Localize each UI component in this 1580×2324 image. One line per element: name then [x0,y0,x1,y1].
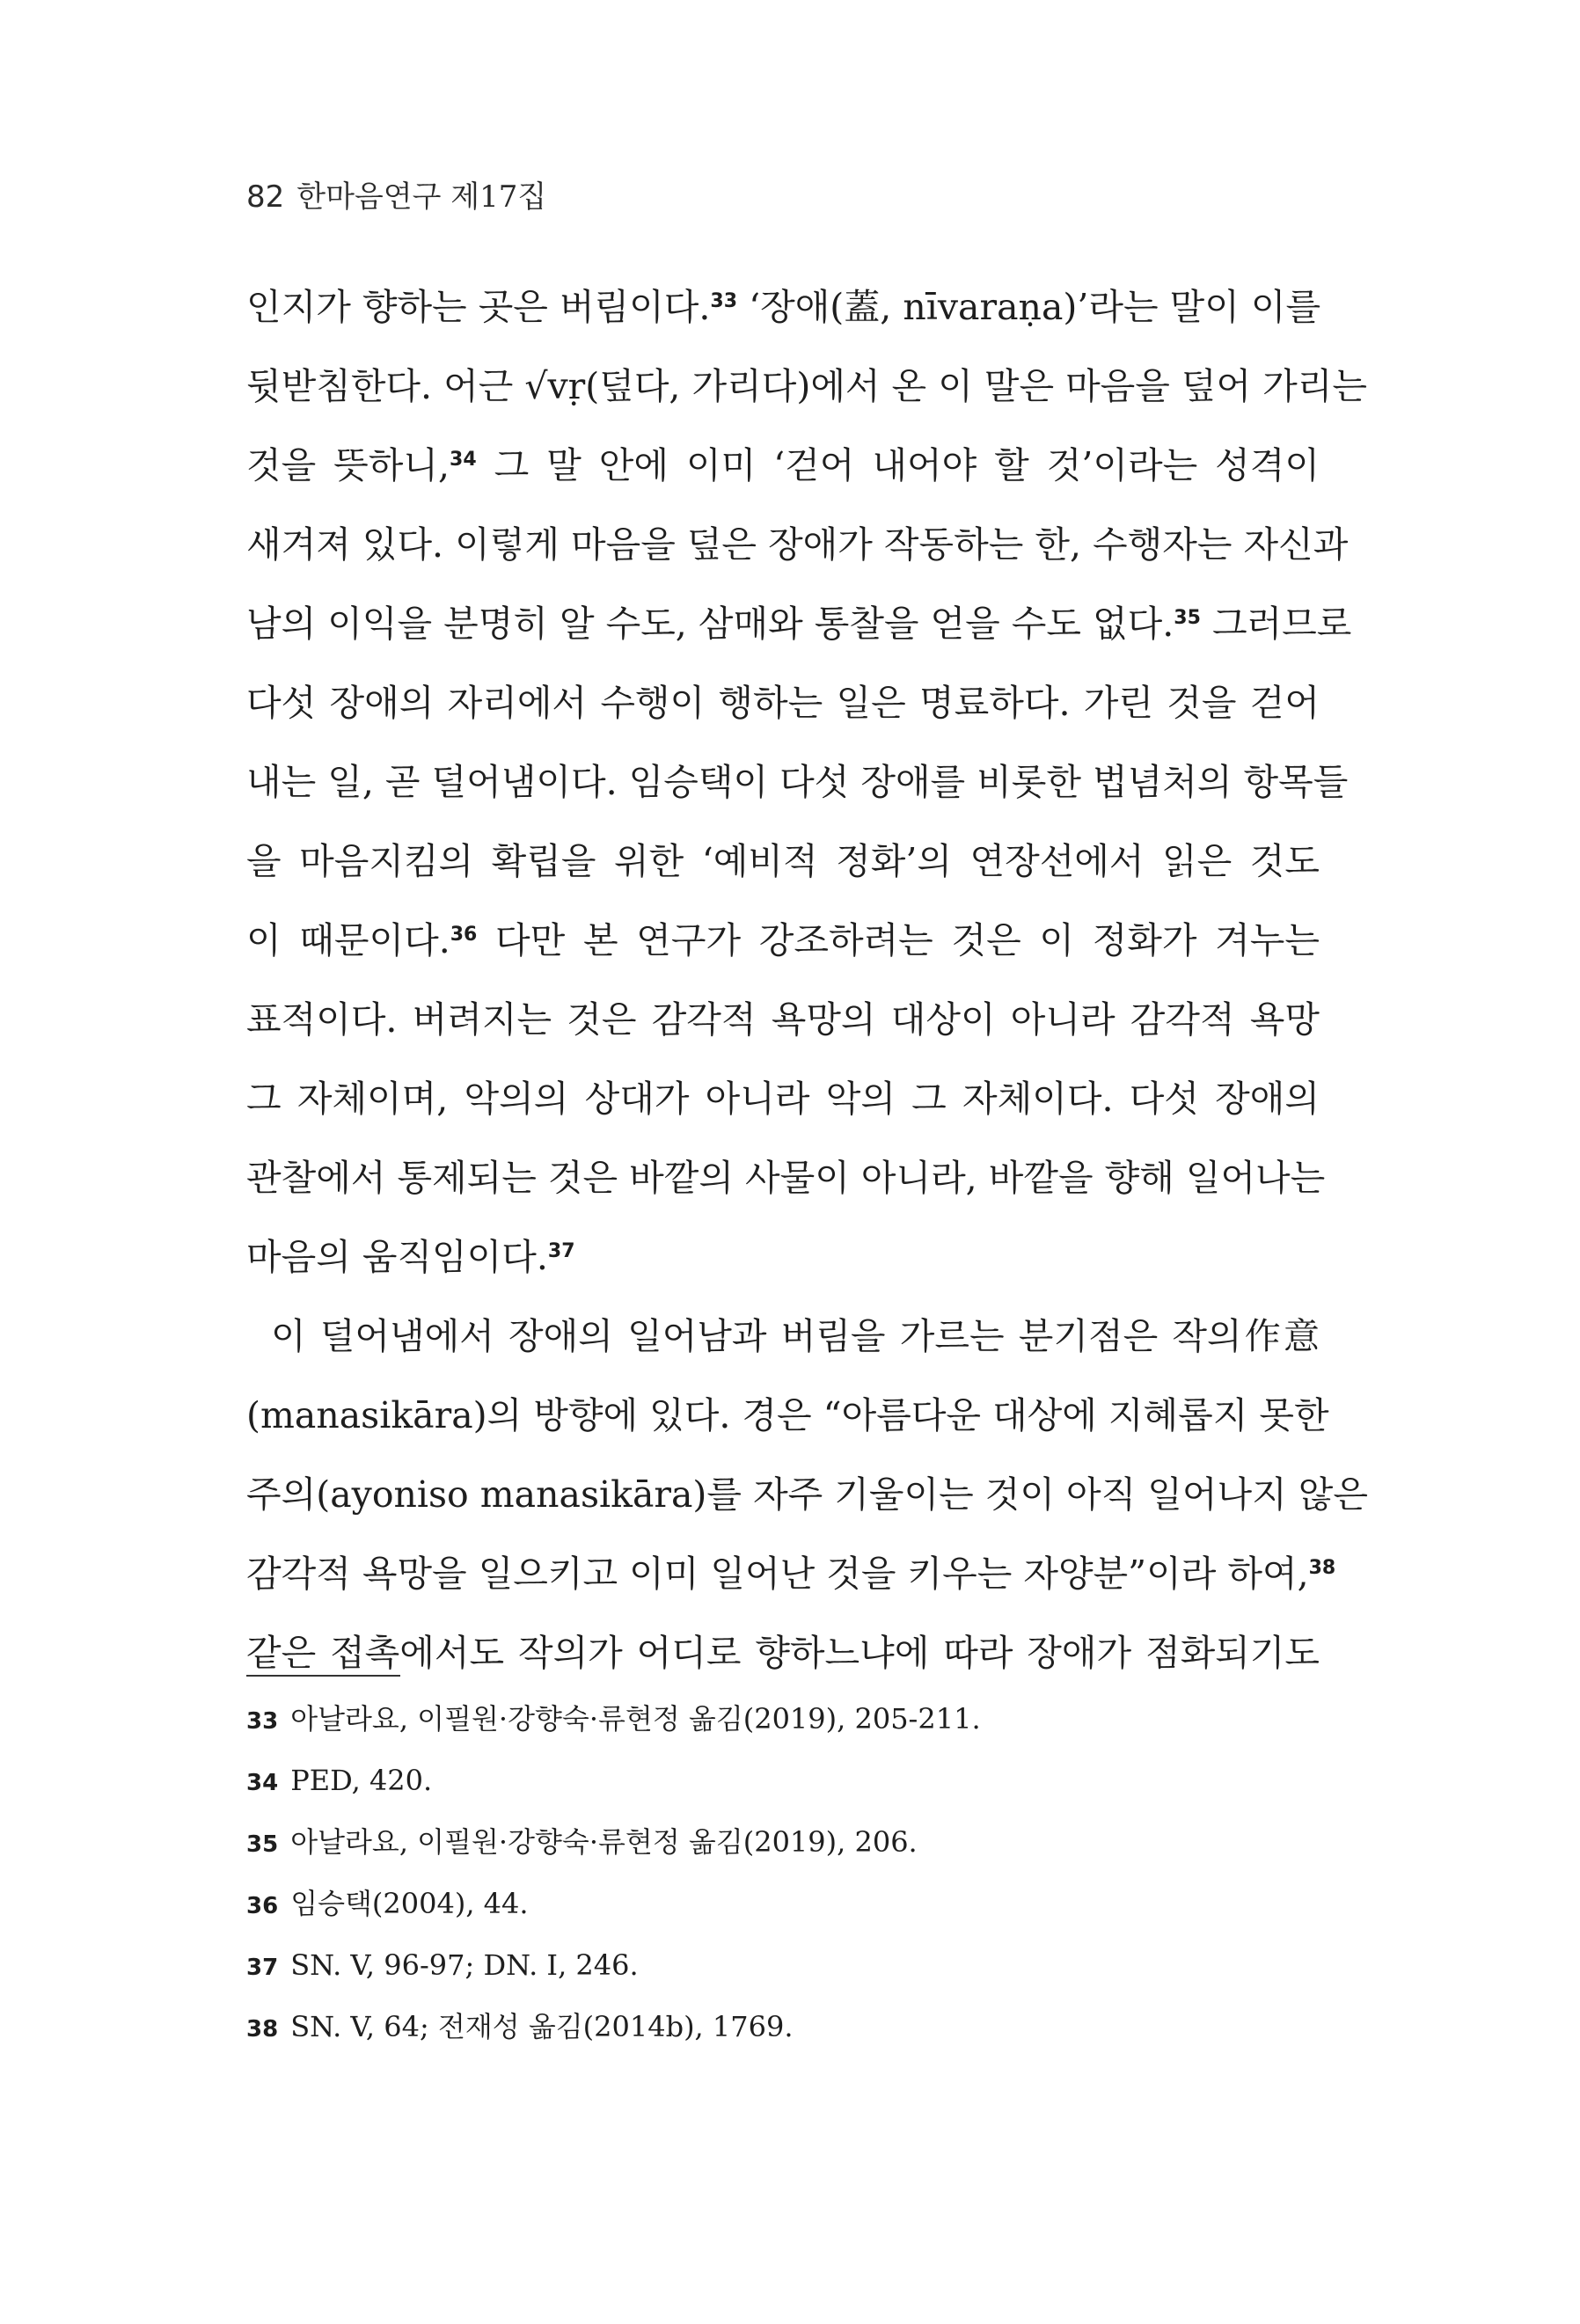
footnote-text: SN. V, 64; 전재성 옮김(2014b), 1769. [290,2010,794,2043]
footnote-ref: 36 [450,924,478,946]
body-line: 이 덜어냄에서 장애의 일어남과 버림을 가르는 분기점은 작의作意 [271,1315,1320,1357]
footnote-text: 아날라요, 이필원·강향숙·류현정 옮김(2019), 206. [290,1825,918,1859]
footnote-number: 35 [246,1831,279,1858]
footnote-number: 36 [246,1893,279,1919]
footnote-number: 34 [246,1770,279,1796]
body-line: 이 때문이다.$^{36}$ 다만 본 연구가 강조하려는 것은 이 정화가 겨누는 [246,919,1320,961]
body-line: 표적이다. 버려지는 것은 감각적 욕망의 대상이 아니라 감각적 욕망 [246,998,1320,1041]
running-header [246,172,546,216]
footnote-ref: 33 [710,290,738,312]
footnote-item [246,1698,981,1740]
page-number: 82 [246,179,285,215]
footnote-item [246,1821,918,1863]
body-line: 인지가 향하는 곳은 버림이다.$^{33}$ ‘장애(蓋, nīvaraṇa)’라는 말이 이를 [246,286,1321,328]
body-line: 남의 이익을 분명히 알 수도, 삼매와 통찰을 얻을 수도 없다.$^{35}$ 그러므로 [246,603,1352,645]
footnote-ref: 37 [547,1240,575,1262]
footnote-text: 아날라요, 이필원·강향숙·류현정 옮김(2019), 205-211. [290,1702,981,1736]
footnote-divider [246,1675,400,1677]
journal-title: 한마음연구 제17집 [296,179,547,215]
body-line: 을 마음지킴의 확립을 위한 ‘예비적 정화’의 연장선에서 읽은 것도 [246,840,1320,882]
body-line: 마음의 움직임이다.$^{37}$ [246,1236,575,1278]
footnote-item [246,1882,529,1925]
footnote-ref: 35 [1174,607,1201,629]
body-line: 새겨져 있다. 이렇게 마음을 덮은 장애가 작동하는 한, 수행자는 자신과 [246,523,1349,566]
footnote-ref: 34 [450,449,477,471]
footnote-item [246,1759,432,1801]
footnote-number: 38 [246,2016,279,2043]
footnote-text: PED, 420. [290,1764,433,1797]
body-line: 내는 일, 곧 덜어냄이다. 임승택이 다섯 장애를 비롯한 법념처의 항목들 [246,761,1349,803]
body-line: 것을 뜻하니,$^{34}$ 그 말 안에 이미 ‘걷어 내어야 할 것’이라는 성격이 [246,444,1320,486]
footnote-text: 임승택(2004), 44. [290,1887,529,1920]
footnote-ref: 38 [1308,1557,1336,1579]
footnote-text: SN. V, 96-97; DN. I, 246. [290,1948,639,1982]
footnote-number: 33 [246,1708,279,1735]
body-line: (manasikāra)의 방향에 있다. 경은 “아름다운 대상에 지혜롭지 못한 [246,1394,1329,1436]
body-line: 뒷받침한다. 어근 √vṛ(덮다, 가리다)에서 온 이 말은 마음을 덮어 가리는 [246,365,1367,407]
body-line: 주의(ayoniso manasikāra)를 자주 기울이는 것이 아직 일어나지 않은 [246,1473,1368,1516]
footnote-item [246,1944,639,1986]
body-line: 그 자체이며, 악의의 상대가 아니라 악의 그 자체이다. 다섯 장애의 [246,1078,1320,1120]
body-line: 같은 접촉에서도 작의가 어디로 향하느냐에 따라 장애가 점화되기도 [246,1632,1320,1674]
body-line: 감각적 욕망을 일으키고 이미 일어난 것을 키우는 자양분”이라 하여,$^{38}$ [246,1553,1336,1595]
body-line: 관찰에서 통제되는 것은 바깥의 사물이 아니라, 바깥을 향해 일어나는 [246,1157,1326,1199]
footnote-number: 37 [246,1955,279,1981]
footnote-item [246,2006,794,2048]
body-line: 다섯 장애의 자리에서 수행이 행하는 일은 명료하다. 가린 것을 걷어 [246,682,1320,724]
